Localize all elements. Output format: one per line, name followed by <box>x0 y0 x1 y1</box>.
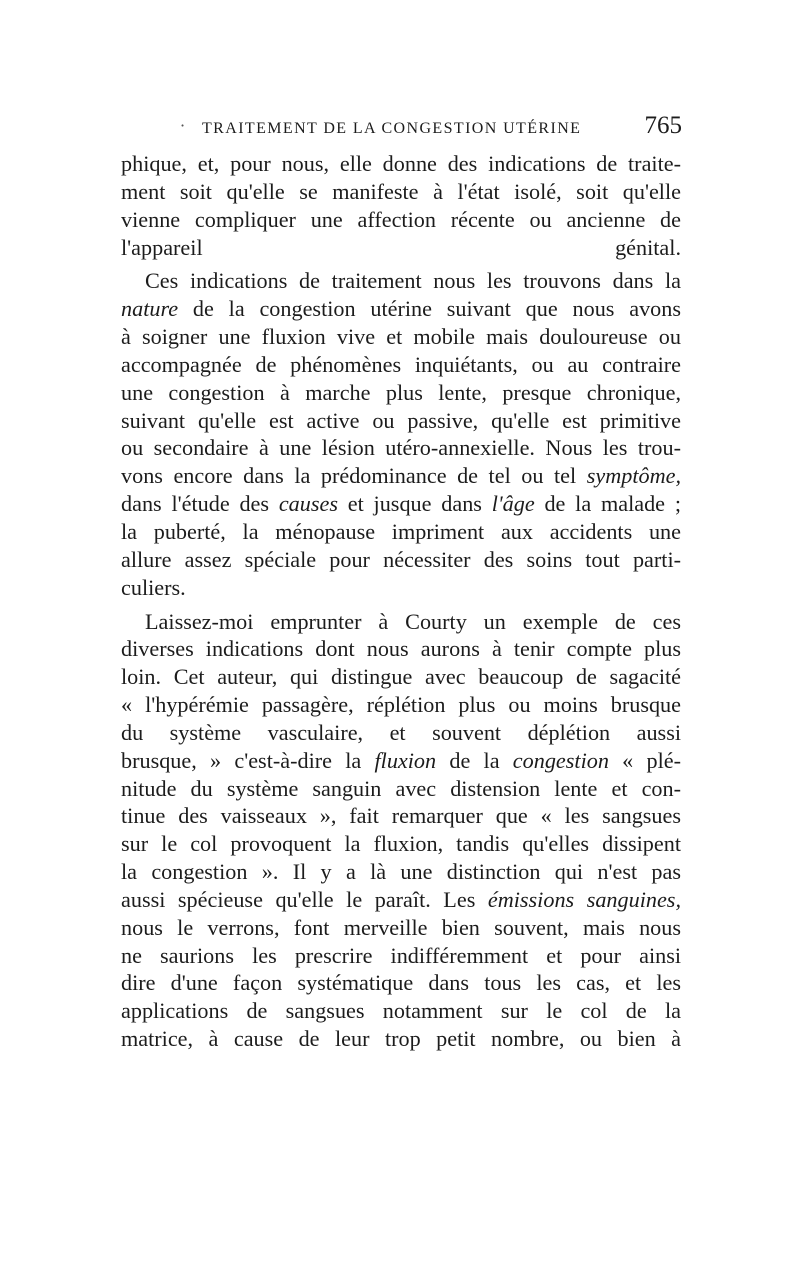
text-line <box>121 462 681 490</box>
text-line <box>121 150 681 178</box>
text-run: nitude du système sanguin avec distension lente et con- <box>121 775 681 801</box>
text-line <box>121 997 681 1025</box>
paragraph <box>121 608 681 1054</box>
text-line <box>121 546 681 574</box>
text-line <box>121 490 681 518</box>
text-run: applications de sangsues notamment sur le col de la <box>121 998 681 1024</box>
text-line <box>121 719 681 747</box>
header-mark: · <box>180 116 186 135</box>
text-run: allure assez spéciale pour nécessiter des soins tout parti- <box>121 546 681 572</box>
italic-text: fluxion <box>374 747 437 773</box>
text-line <box>121 518 681 546</box>
text-run: dans l'étude des <box>121 491 279 517</box>
paragraph <box>121 267 681 601</box>
italic-text: symptôme, <box>586 463 681 489</box>
text-line <box>121 574 681 602</box>
text-line <box>121 295 681 323</box>
text-run: brusque, » c'est-à-dire la <box>121 747 375 773</box>
italic-text: l'âge <box>491 491 535 517</box>
text-line <box>121 635 681 663</box>
text-run: de la malade ; <box>534 491 681 517</box>
text-run: sur le col provoquent la fluxion, tandis qu'elles dissipent <box>121 831 681 857</box>
text-run: « l'hypérémie passagère, réplétion plus ou moins brusque <box>121 692 681 718</box>
text-run: nous le verrons, font merveille bien souvent, mais nous <box>121 914 681 940</box>
text-run: « plé- <box>608 747 682 773</box>
text-run: ne saurions les prescrire indifféremment et pour ainsi <box>121 942 681 968</box>
text-line <box>121 802 681 830</box>
italic-text: émissions sanguines, <box>487 886 681 912</box>
text-run: de la <box>436 747 513 773</box>
text-line <box>121 267 681 295</box>
text-run: matrice, à cause de leur trop petit nombre, ou bien à <box>121 1026 681 1052</box>
italic-text: congestion <box>512 747 609 773</box>
text-run: Laissez-moi emprunter à Courty un exemple de ces <box>145 608 681 634</box>
text-run: loin. Cet auteur, qui distingue avec beaucoup de sagacité <box>121 664 681 690</box>
text-line <box>121 407 681 435</box>
text-run: l'appareil génital. <box>121 234 681 260</box>
text-line <box>121 434 681 462</box>
text-line <box>121 942 681 970</box>
text-run: ment soit qu'elle se manifeste à l'état isolé, soit qu'elle <box>121 178 681 204</box>
text-run: la congestion ». Il y a là une distinction qui n'est pas <box>121 859 681 885</box>
text-line <box>121 379 681 407</box>
text-run: aussi spécieuse qu'elle le paraît. Les <box>121 886 488 912</box>
text-run: une congestion à marche plus lente, presque chronique, <box>121 379 681 405</box>
text-run: de la congestion utérine suivant que nous avons <box>178 296 681 322</box>
text-run: ou secondaire à une lésion utéro-annexielle. Nous les trou- <box>121 435 681 461</box>
text-line <box>121 747 681 775</box>
text-line <box>121 608 681 636</box>
text-line <box>121 914 681 942</box>
body-text <box>121 150 681 1053</box>
text-line <box>121 691 681 719</box>
text-run: à soigner une fluxion vive et mobile mais douloureuse ou <box>121 324 681 350</box>
text-line <box>121 858 681 886</box>
text-run: la puberté, la ménopause impriment aux accidents une <box>121 518 681 544</box>
text-run: diverses indications dont nous aurons à tenir compte plus <box>121 636 681 662</box>
text-line <box>121 886 681 914</box>
text-run: du système vasculaire, et souvent déplétion aussi <box>121 719 681 745</box>
header-title: TRAITEMENT DE LA CONGESTION UTÉRINE <box>202 120 582 137</box>
text-run: et jusque dans <box>337 491 492 517</box>
text-run: tinue des vaisseaux », fait remarquer que « les sangsues <box>121 803 681 829</box>
running-header <box>180 108 682 148</box>
text-line <box>121 206 681 234</box>
text-run: accompagnée de phénomènes inquiétants, ou au contraire <box>121 351 681 377</box>
text-run: vienne compliquer une affection récente ou ancienne de <box>121 206 681 232</box>
text-line <box>121 775 681 803</box>
italic-text: causes <box>278 491 338 517</box>
text-run: phique, et, pour nous, elle donne des indications de traite- <box>121 151 681 176</box>
text-line <box>121 234 681 262</box>
text-run: vons encore dans la prédominance de tel ou tel <box>121 463 587 489</box>
text-run: suivant qu'elle est active ou passive, qu'elle est primitive <box>121 407 681 433</box>
text-line <box>121 830 681 858</box>
text-run: Ces indications de traitement nous les trouvons dans la <box>145 268 681 294</box>
text-line <box>121 663 681 691</box>
text-line <box>121 1025 681 1053</box>
text-run: culiers. <box>121 574 186 600</box>
text-run: dire d'une façon systématique dans tous les cas, et les <box>121 970 681 996</box>
text-line <box>121 323 681 351</box>
page-number: 765 <box>644 112 682 139</box>
italic-text: nature <box>121 296 179 322</box>
text-line <box>121 351 681 379</box>
text-line <box>121 178 681 206</box>
text-line <box>121 969 681 997</box>
paragraph <box>121 150 681 261</box>
